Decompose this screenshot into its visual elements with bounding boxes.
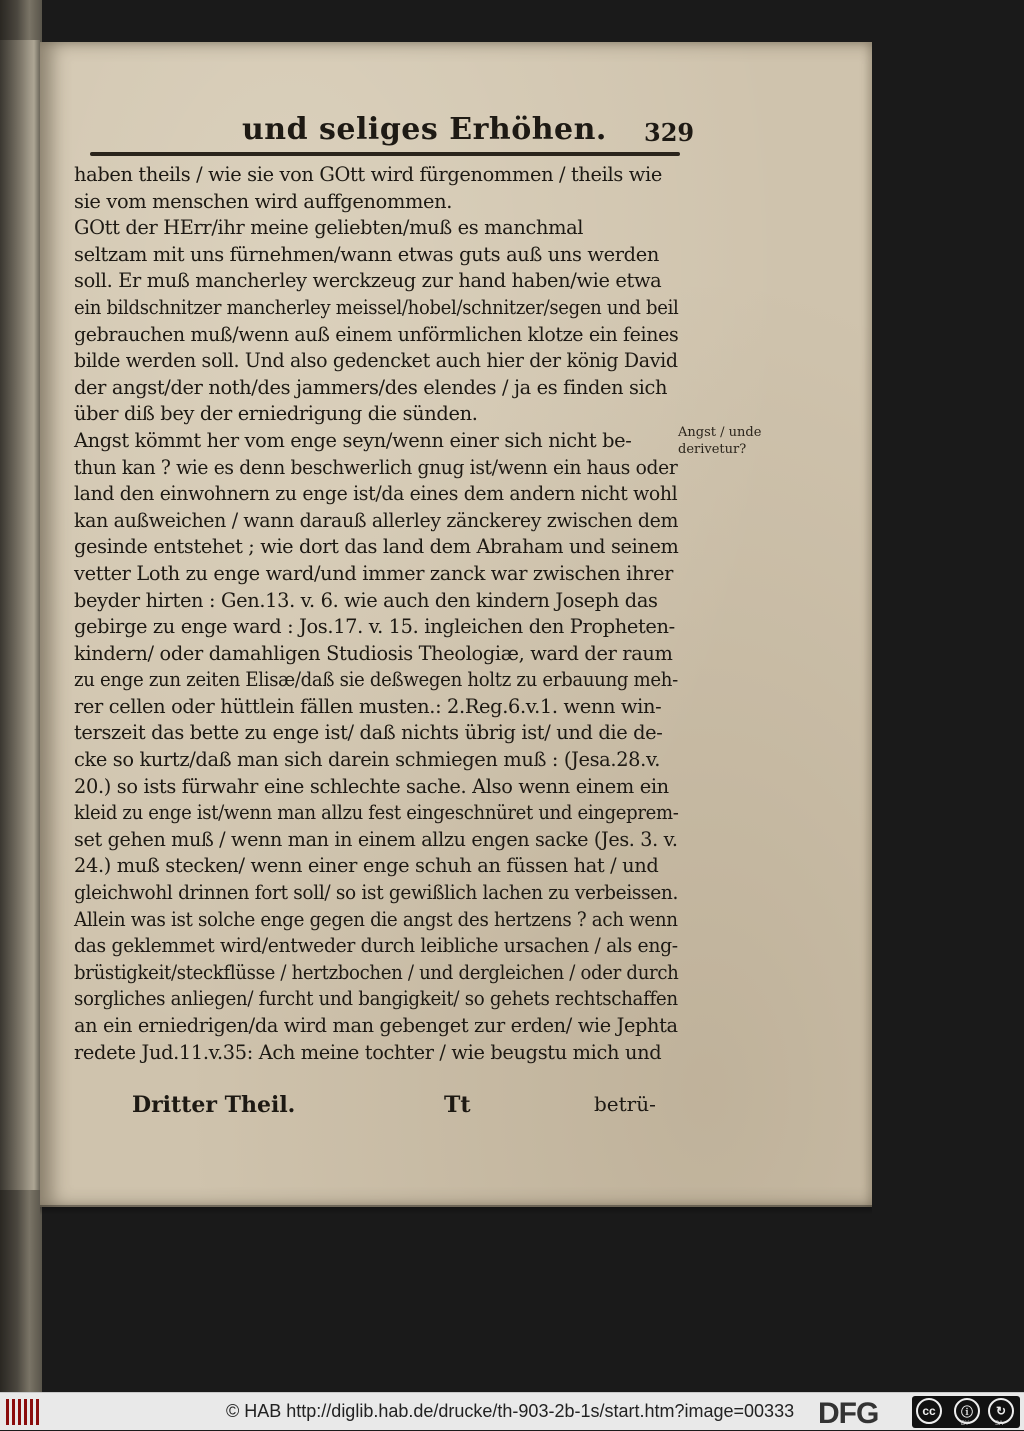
running-head: und seliges Erhöhen.: [242, 112, 607, 147]
marginal-note-line: derivetur?: [678, 442, 747, 457]
dfg-logo[interactable]: DFG: [818, 1397, 879, 1430]
text-line: sorgliches anliegen/ furcht und bangigkeit/ so gehets rechtschaffen: [74, 987, 678, 1011]
facing-page-edge: [0, 40, 40, 1190]
text-line: 20.) so ists fürwahr eine schlechte sache. Also wenn einem ein: [74, 774, 669, 798]
text-line: über diß bey der erniedrigung die sünden.: [74, 402, 478, 426]
text-line: kleid zu enge ist/wenn man allzu fest eingeschnüret und eingeprem-: [74, 801, 679, 825]
text-line: gebrauchen muß/wenn auß einem unförmlichen klotze ein feines: [74, 322, 679, 346]
text-line: kindern/ oder damahligen Studiosis Theologiæ, ward der raum: [74, 641, 673, 665]
page-header: [90, 112, 695, 162]
sa-label: SA: [995, 1421, 1004, 1427]
text-line: gebirge zu enge ward : Jos.17. v. 15. ingleichen den Propheten-: [74, 615, 675, 639]
text-line: terszeit das bette zu enge ist/ daß nichts übrig ist/ und die de-: [74, 721, 663, 745]
body-text: [74, 162, 682, 1066]
marginal-note: [678, 424, 788, 458]
text-line: gesinde entstehet ; wie dort das land dem Abraham und seinem: [74, 535, 679, 559]
cc-icon: cc: [916, 1398, 942, 1424]
credit-link[interactable]: © HAB http://diglib.hab.de/drucke/th-903-2b-1s/start.htm?image=00333: [226, 1401, 795, 1421]
text-line: ein bildschnitzer mancherley meissel/hobel/schnitzer/segen und beil: [74, 295, 679, 319]
text-line: 24.) muß stecken/ wenn einer enge schuh an füssen hat / und: [74, 854, 659, 878]
text-line: redete Jud.11.v.35: Ach meine tochter / wie beugstu mich und: [74, 1040, 662, 1064]
text-line: set gehen muß / wenn man in einem allzu engen sacke (Jes. 3. v.: [74, 827, 678, 851]
by-label: BY: [961, 1421, 970, 1427]
viewer-footer-bar: [0, 1392, 1024, 1430]
page-shadow: [40, 1205, 872, 1215]
text-line: vetter Loth zu enge ward/und immer zanck war zwischen ihrer: [74, 561, 674, 585]
text-line: seltzam mit uns fürnehmen/wann etwas guts auß uns werden: [74, 242, 659, 266]
text-line: sie vom menschen wird auffgenommen.: [74, 189, 453, 213]
text-line: gleichwohl drinnen fort soll/ so ist gewißlich lachen zu verbeissen.: [74, 881, 679, 905]
text-line: haben theils / wie sie von GOtt wird fürgenommen / theils wie: [74, 163, 662, 186]
text-line: kan außweichen / wann darauß allerley zänckerey zwischen dem: [74, 508, 679, 532]
marginal-note-line: Angst / unde: [678, 425, 762, 440]
header-rule: [90, 152, 680, 156]
text-line: soll. Er muß mancherley werckzeug zur hand haben/wie etwa: [74, 269, 662, 293]
catchword: betrü-: [594, 1092, 656, 1116]
page-number: 329: [644, 118, 695, 147]
text-line: bilde werden soll. Und also gedencket auch hier der könig David: [74, 349, 678, 373]
text-line: brüstigkeit/steckflüsse / hertzbochen / und dergleichen / oder durch: [74, 960, 679, 984]
hab-logo-icon[interactable]: [4, 1399, 40, 1425]
text-line: an ein erniedrigen/da wird man gebenget zur erden/ wie Jephta: [74, 1014, 678, 1037]
text-line: zu enge zun zeiten Elisæ/daß sie deßwegen holtz zu erbauung meh-: [74, 668, 678, 692]
signature-text: Dritter Theil.: [132, 1092, 296, 1118]
sa-icon: ↻: [988, 1398, 1014, 1424]
text-line: Allein was ist solche enge gegen die angst des hertzens ? ach wenn: [74, 907, 678, 931]
by-icon: ⓘ: [954, 1398, 980, 1424]
signature-mark: Tt: [444, 1092, 471, 1118]
text-line: land den einwohnern zu enge ist/da eines dem andern nicht wohl: [74, 482, 678, 506]
text-line: das geklemmet wird/entweder durch leibliche ursachen / als eng-: [74, 934, 678, 958]
page-footer: [74, 1092, 684, 1122]
text-line: GOtt der HErr/ihr meine geliebten/muß es manchmal: [74, 216, 584, 240]
text-line: beyder hirten : Gen.13. v. 6. wie auch den kindern Joseph das: [74, 588, 658, 612]
cc-license-badge[interactable]: [912, 1396, 1020, 1428]
text-line: rer cellen oder hüttlein fällen musten.: 2.Reg.6.v.1. wenn win-: [74, 694, 662, 718]
text-line: cke so kurtz/daß man sich darein schmiegen muß : (Jesa.28.v.: [74, 748, 661, 772]
text-line: thun kan ? wie es denn beschwerlich gnug ist/wenn ein haus oder: [74, 455, 678, 479]
text-line: Angst kömmt her vom enge seyn/wenn einer sich nicht be-: [74, 428, 632, 452]
text-line: der angst/der noth/des jammers/des elendes / ja es finden sich: [74, 375, 668, 399]
